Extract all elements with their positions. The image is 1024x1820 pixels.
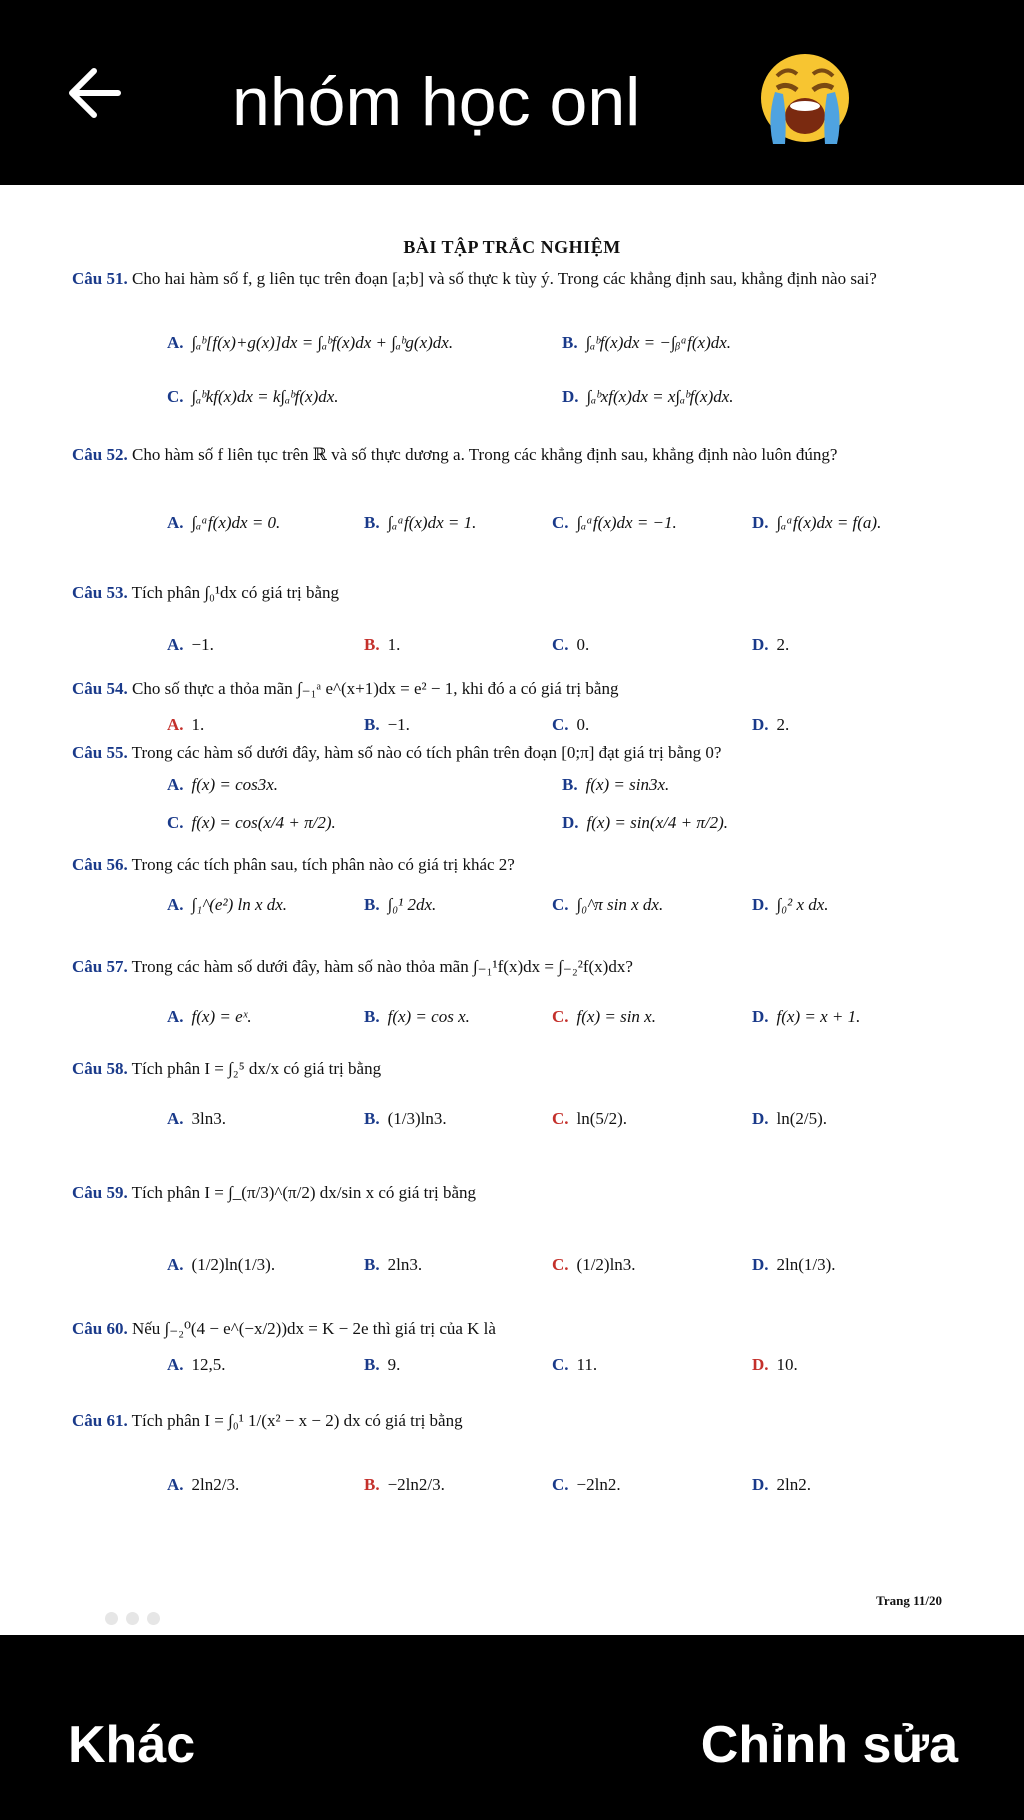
question-text [72, 581, 952, 605]
option-label: C. [552, 1007, 569, 1026]
option-b [562, 765, 669, 805]
option-text: ∫₀^π sin x dx. [576, 895, 664, 914]
option-label: B. [364, 1355, 380, 1374]
option-text: 2ln3. [387, 1255, 423, 1274]
question-text [72, 1057, 952, 1081]
question-text [72, 267, 952, 291]
option-text: −1. [191, 635, 214, 654]
question-text [72, 1317, 952, 1341]
option-text: ∫ₐᵃf(x)dx = 0. [191, 513, 281, 532]
option-label: A. [167, 513, 184, 532]
back-arrow-icon[interactable] [60, 58, 130, 128]
option-label: B. [364, 635, 380, 654]
question-text [72, 443, 952, 467]
option-label: Câu 60. [72, 1319, 128, 1338]
option-text: f(x) = cos x. [387, 1007, 470, 1026]
option-text: Cho hàm số f liên tục trên ℝ và số thực dương a. Trong các khẳng định sau, khẳng định nào luôn đúng? [127, 445, 838, 464]
option-text: Trong các hàm số dưới đây, hàm số nào có tích phân trên đoạn [0;π] đạt giá trị bằng 0? [127, 743, 722, 762]
option-b [364, 1099, 447, 1139]
option-a [167, 503, 280, 543]
option-label: A. [167, 1007, 184, 1026]
option-label: C. [552, 513, 569, 532]
option-text: ∫ₐᵇkf(x)dx = k∫ₐᵇf(x)dx. [191, 387, 339, 406]
option-c [552, 1345, 597, 1385]
options-row [72, 765, 952, 805]
option-b [364, 1465, 445, 1505]
option-label: C. [552, 715, 569, 734]
option-text: f(x) = eˣ. [191, 1007, 252, 1026]
option-label: Câu 53. [72, 583, 128, 602]
option-c [552, 885, 663, 925]
option-d [752, 625, 789, 665]
option-text: 2. [776, 715, 790, 734]
options-row [72, 503, 952, 543]
option-a [167, 1245, 275, 1285]
option-b [562, 323, 731, 363]
page-indicator-dots [105, 1610, 168, 1630]
option-label: D. [752, 1109, 769, 1128]
options-row [72, 885, 952, 925]
option-text: (1/2)ln(1/3). [191, 1255, 276, 1274]
option-text: Tích phân I = ∫_(π/3)^(π/2) dx/sin x có giá trị bằng [127, 1183, 477, 1202]
option-text: 1. [387, 635, 401, 654]
option-d [752, 1099, 827, 1139]
option-b [364, 503, 476, 543]
option-text: f(x) = x + 1. [776, 1007, 861, 1026]
option-c [552, 503, 677, 543]
option-label: A. [167, 635, 184, 654]
option-label: B. [562, 775, 578, 794]
options-row [72, 323, 952, 363]
option-text: Trong các hàm số dưới đây, hàm số nào thỏa mãn ∫₋₁¹f(x)dx = ∫₋₂²f(x)dx? [127, 957, 633, 976]
options-row [72, 803, 952, 843]
option-text: 0. [576, 715, 590, 734]
option-text: 2ln(1/3). [776, 1255, 836, 1274]
option-label: D. [752, 635, 769, 654]
top-bar [0, 0, 1024, 185]
question-text [72, 1409, 952, 1433]
option-a [167, 705, 204, 745]
option-text: ln(5/2). [576, 1109, 628, 1128]
option-text: f(x) = sin(x/4 + π/2). [586, 813, 728, 832]
options-row [72, 1245, 952, 1285]
option-text: f(x) = sin3x. [585, 775, 670, 794]
option-label: D. [752, 895, 769, 914]
options-row [72, 1465, 952, 1505]
option-text: Tích phân ∫₀¹dx có giá trị bằng [127, 583, 340, 602]
option-label: Câu 59. [72, 1183, 128, 1202]
option-text: 12,5. [191, 1355, 226, 1374]
option-d [752, 1465, 811, 1505]
option-text: (1/2)ln3. [576, 1255, 636, 1274]
option-label: A. [167, 775, 184, 794]
question-text [72, 853, 952, 877]
option-text: ln(2/5). [776, 1109, 828, 1128]
option-c [552, 1099, 627, 1139]
question-text [72, 955, 952, 979]
more-button[interactable]: Khác [68, 1716, 196, 1774]
option-label: A. [167, 1355, 184, 1374]
option-a [167, 323, 453, 363]
option-text: f(x) = cos(x/4 + π/2). [191, 813, 336, 832]
option-label: Câu 61. [72, 1411, 128, 1430]
document-image [0, 185, 1024, 1635]
option-a [167, 997, 252, 1037]
option-c [167, 803, 336, 843]
option-c [552, 625, 589, 665]
options-row [72, 625, 952, 665]
option-label: D. [752, 1475, 769, 1494]
option-label: A. [167, 1109, 184, 1128]
option-a [167, 1099, 226, 1139]
options-row [72, 1345, 952, 1385]
option-a [167, 885, 287, 925]
document-heading: BÀI TẬP TRẮC NGHIỆM [403, 237, 621, 257]
page-number: Trang 11/20 [876, 1593, 942, 1608]
option-a [167, 765, 278, 805]
option-label: Câu 58. [72, 1059, 128, 1078]
option-text: f(x) = cos3x. [191, 775, 279, 794]
option-label: A. [167, 715, 184, 734]
bottom-bar [0, 1635, 1024, 1820]
option-text: 0. [576, 635, 590, 654]
options-row [72, 377, 952, 417]
option-text: Tích phân I = ∫₀¹ 1/(x² − x − 2) dx có giá trị bằng [127, 1411, 463, 1430]
option-label: Câu 57. [72, 957, 128, 976]
option-d [752, 1245, 836, 1285]
option-label: C. [552, 1109, 569, 1128]
option-text: 2ln2/3. [191, 1475, 240, 1494]
option-label: B. [364, 715, 380, 734]
option-label: A. [167, 1255, 184, 1274]
option-text: ∫ₐᵇxf(x)dx = x∫ₐᵇf(x)dx. [586, 387, 734, 406]
option-label: B. [364, 895, 380, 914]
option-label: C. [552, 1255, 569, 1274]
option-text: f(x) = sin x. [576, 1007, 656, 1026]
option-label: D. [752, 1355, 769, 1374]
option-d [752, 1345, 798, 1385]
option-label: D. [752, 1007, 769, 1026]
option-text: 2ln2. [776, 1475, 812, 1494]
option-d [562, 377, 734, 417]
option-a [167, 1465, 239, 1505]
option-a [167, 625, 214, 665]
option-text: Cho hai hàm số f, g liên tục trên đoạn [a;b] và số thực k tùy ý. Trong các khẳng định sau, khẳng định nào sai? [127, 269, 877, 288]
option-d [752, 885, 829, 925]
option-label: Câu 51. [72, 269, 128, 288]
option-text: Nếu ∫₋₂⁰(4 − e^(−x/2))dx = K − 2e thì giá trị của K là [127, 1319, 496, 1338]
option-c [552, 705, 589, 745]
question-text [72, 1181, 952, 1205]
option-label: B. [364, 1255, 380, 1274]
option-label: Câu 52. [72, 445, 128, 464]
option-text: −1. [387, 715, 410, 734]
option-label: D. [752, 1255, 769, 1274]
option-b [364, 625, 400, 665]
option-c [552, 1245, 636, 1285]
option-text: ∫ₐᵃf(x)dx = f(a). [776, 513, 882, 532]
option-text: ∫₀² x dx. [776, 895, 829, 914]
edit-button[interactable]: Chỉnh sửa [700, 1716, 958, 1774]
option-label: A. [167, 333, 184, 352]
options-row [72, 997, 952, 1037]
option-label: C. [552, 1355, 569, 1374]
option-label: C. [167, 387, 184, 406]
option-text: −2ln2. [576, 1475, 621, 1494]
option-text: ∫₁^(e²) ln x dx. [191, 895, 288, 914]
option-text: (1/3)ln3. [387, 1109, 447, 1128]
option-text: Cho số thực a thỏa mãn ∫₋₁ᵃ e^(x+1)dx = e² − 1, khi đó a có giá trị bằng [127, 679, 619, 698]
option-label: B. [364, 1007, 380, 1026]
option-label: C. [552, 1475, 569, 1494]
option-text: Tích phân I = ∫₂⁵ dx/x có giá trị bằng [127, 1059, 382, 1078]
option-b [364, 997, 470, 1037]
question-text [72, 741, 952, 765]
option-d [562, 803, 728, 843]
option-label: B. [364, 1109, 380, 1128]
option-text: −2ln2/3. [387, 1475, 445, 1494]
option-label: B. [562, 333, 578, 352]
option-c [552, 997, 656, 1037]
option-text: 3ln3. [191, 1109, 227, 1128]
chat-title: nhóm học onl [232, 64, 641, 140]
option-b [364, 1245, 422, 1285]
option-label: D. [752, 513, 769, 532]
option-text: ∫ₐᵇ[f(x)+g(x)]dx = ∫ₐᵇf(x)dx + ∫ₐᵇg(x)dx. [191, 333, 454, 352]
option-text: 9. [387, 1355, 401, 1374]
option-text: ∫ₐᵃf(x)dx = 1. [387, 513, 477, 532]
option-label: A. [167, 1475, 184, 1494]
option-d [752, 503, 881, 543]
option-label: Câu 55. [72, 743, 128, 762]
option-d [752, 705, 789, 745]
option-b [364, 705, 410, 745]
option-label: B. [364, 1475, 380, 1494]
option-label: C. [552, 895, 569, 914]
option-text: 2. [776, 635, 790, 654]
option-c [167, 377, 339, 417]
option-label: A. [167, 895, 184, 914]
option-label: D. [562, 813, 579, 832]
option-b [364, 885, 436, 925]
option-label: C. [552, 635, 569, 654]
options-row [72, 1099, 952, 1139]
option-label: Câu 56. [72, 855, 128, 874]
option-d [752, 997, 860, 1037]
option-text: 1. [191, 715, 205, 734]
option-text: 10. [776, 1355, 798, 1374]
option-b [364, 1345, 400, 1385]
option-a [167, 1345, 226, 1385]
option-text: 11. [576, 1355, 598, 1374]
option-text: ∫₀¹ 2dx. [387, 895, 437, 914]
option-label: D. [562, 387, 579, 406]
option-c [552, 1465, 621, 1505]
option-text: Trong các tích phân sau, tích phân nào có giá trị khác 2? [127, 855, 515, 874]
option-label: D. [752, 715, 769, 734]
option-text: ∫ₐᵃf(x)dx = −1. [576, 513, 677, 532]
question-text [72, 677, 952, 701]
option-label: C. [167, 813, 184, 832]
option-label: B. [364, 513, 380, 532]
option-label: Câu 54. [72, 679, 128, 698]
options-row [72, 705, 952, 745]
option-text: ∫ₐᵇf(x)dx = −∫ᵦᵃf(x)dx. [585, 333, 732, 352]
crying-face-emoji-icon [755, 48, 855, 148]
